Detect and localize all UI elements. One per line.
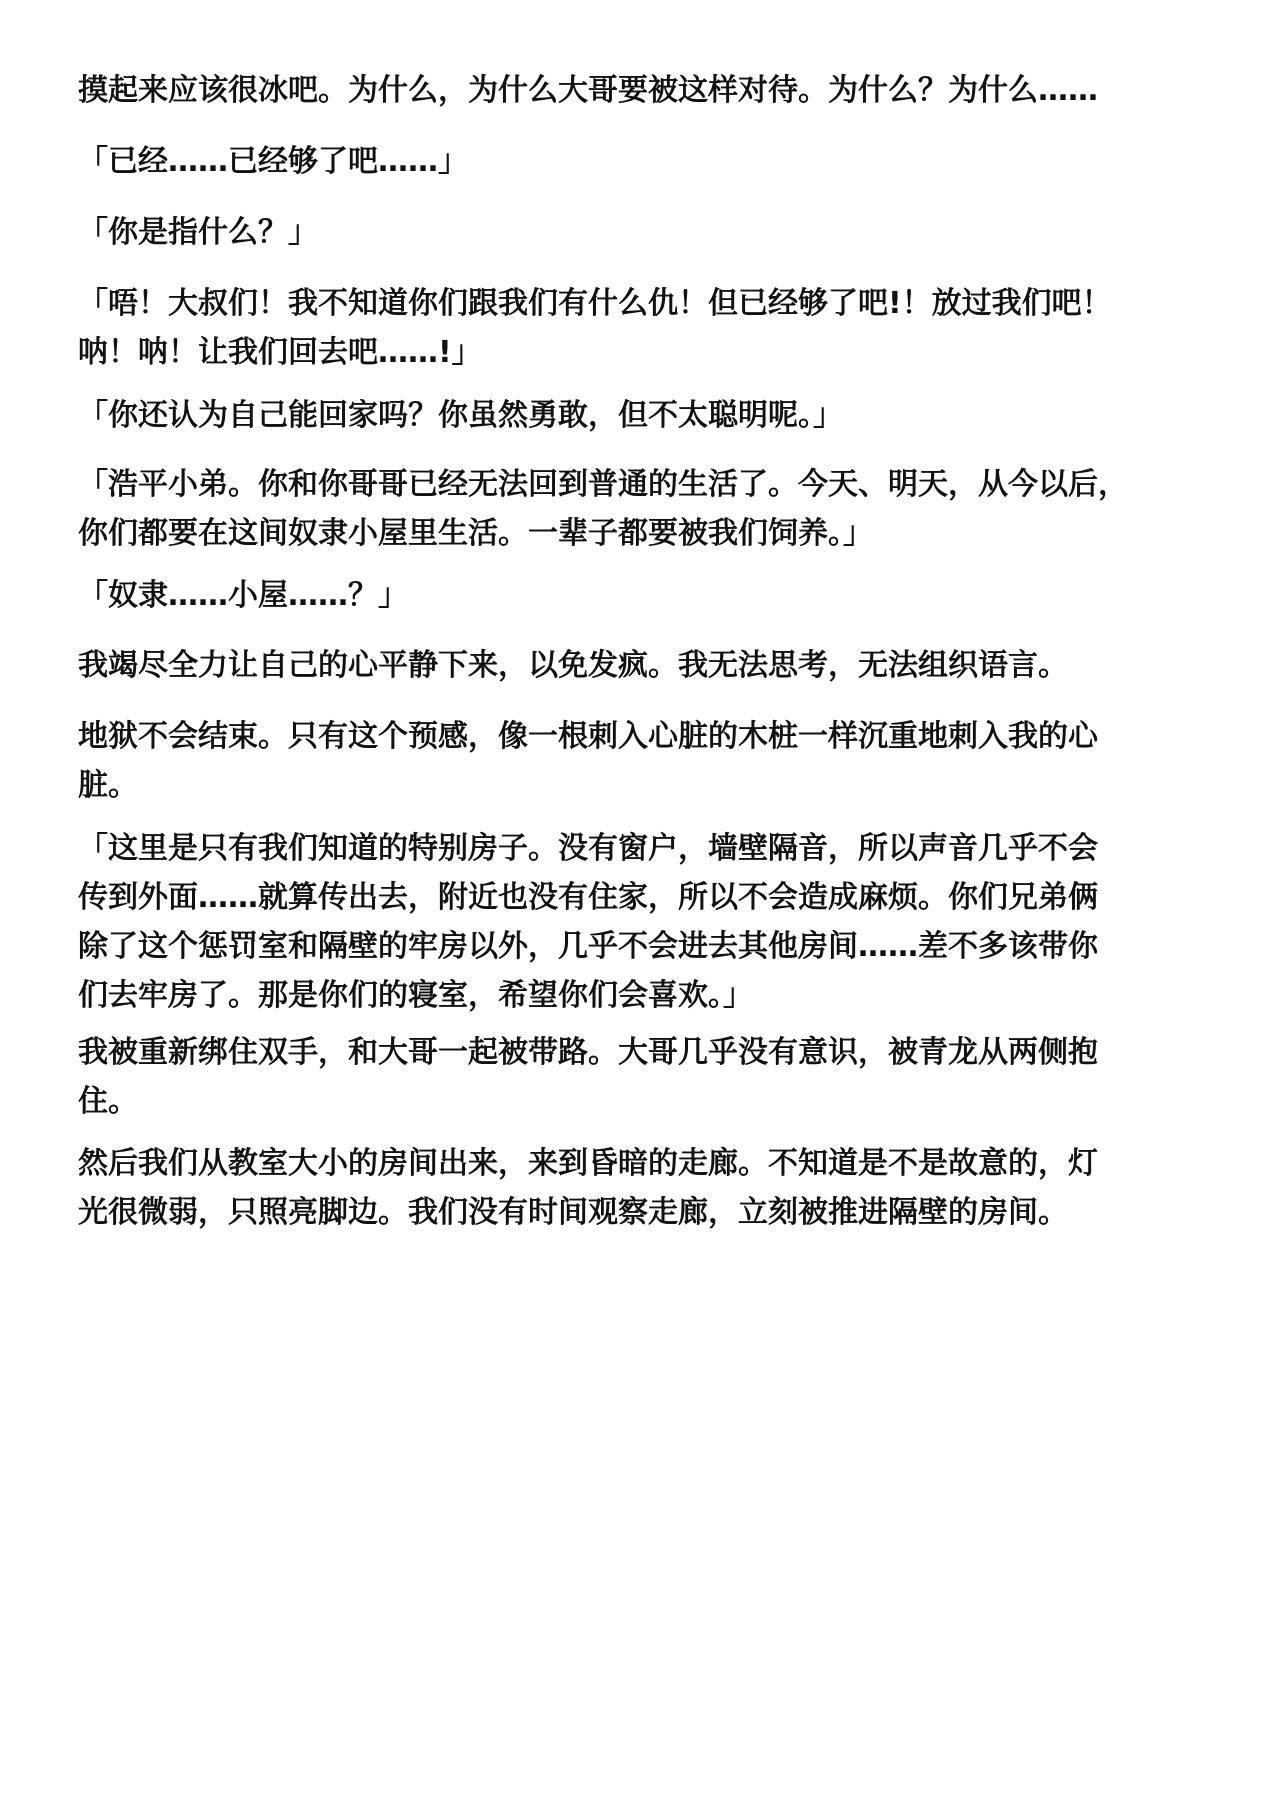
text-line: 然后我们从教室大小的房间出来，来到昏暗的走廊。不知道是不是故意的，灯 xyxy=(78,1146,1098,1181)
paragraph-3 xyxy=(78,208,1228,257)
paragraph-4 xyxy=(78,279,1228,377)
text-line: 住。 xyxy=(78,1084,138,1119)
paragraph-10 xyxy=(78,824,1228,1020)
text-line: 我被重新绑住双手，和大哥一起被带路。大哥几乎没有意识，被青龙从两侧抱 xyxy=(78,1035,1098,1070)
text-line: 光很微弱，只照亮脚边。我们没有时间观察走廊，立刻被推进隔壁的房间。 xyxy=(78,1195,1068,1230)
paragraph-9 xyxy=(78,712,1228,810)
text-line: 「这里是只有我们知道的特别房子。没有窗户，墙壁隔音，所以声音几乎不会 xyxy=(78,831,1098,866)
text-line: 「奴隶……小屋……？」 xyxy=(78,578,408,613)
paragraph-1 xyxy=(78,66,1228,115)
paragraph-12 xyxy=(78,1139,1228,1237)
text-line: 除了这个惩罚室和隔壁的牢房以外，几乎不会进去其他房间……差不多该带你 xyxy=(78,929,1098,964)
text-line: 呐！呐！让我们回去吧……!」 xyxy=(78,335,482,370)
text-line: 摸起来应该很冰吧。为什么，为什么大哥要被这样对待。为什么？为什么…… xyxy=(78,73,1098,108)
text-line: 「已经……已经够了吧……」 xyxy=(78,144,468,179)
text-line: 「浩平小弟。你和你哥哥已经无法回到普通的生活了。今天、明天，从今以后， xyxy=(78,467,1128,502)
paragraph-2 xyxy=(78,137,1228,186)
paragraph-5 xyxy=(78,391,1228,440)
text-line: 传到外面……就算传出去，附近也没有住家，所以不会造成麻烦。你们兄弟俩 xyxy=(78,880,1098,915)
paragraph-6 xyxy=(78,460,1228,558)
text-line: 地狱不会结束。只有这个预感，像一根刺入心脏的木桩一样沉重地刺入我的心 xyxy=(78,719,1098,754)
text-line: 脏。 xyxy=(78,768,138,803)
text-line: 「唔！大叔们！我不知道你们跟我们有什么仇！但已经够了吧!！放过我们吧！ xyxy=(78,286,1112,321)
text-line: 「你还认为自己能回家吗？你虽然勇敢，但不太聪明呢。」 xyxy=(78,398,843,433)
paragraph-8 xyxy=(78,641,1228,690)
text-line: 你们都要在这间奴隶小屋里生活。一辈子都要被我们饲养。」 xyxy=(78,516,873,551)
text-line: 「你是指什么？」 xyxy=(78,215,318,250)
text-line: 们去牢房了。那是你们的寝室，希望你们会喜欢。」 xyxy=(78,978,753,1013)
paragraph-7 xyxy=(78,571,1228,620)
paragraph-11 xyxy=(78,1028,1228,1126)
text-line: 我竭尽全力让自己的心平静下来，以免发疯。我无法思考，无法组织语言。 xyxy=(78,648,1068,683)
